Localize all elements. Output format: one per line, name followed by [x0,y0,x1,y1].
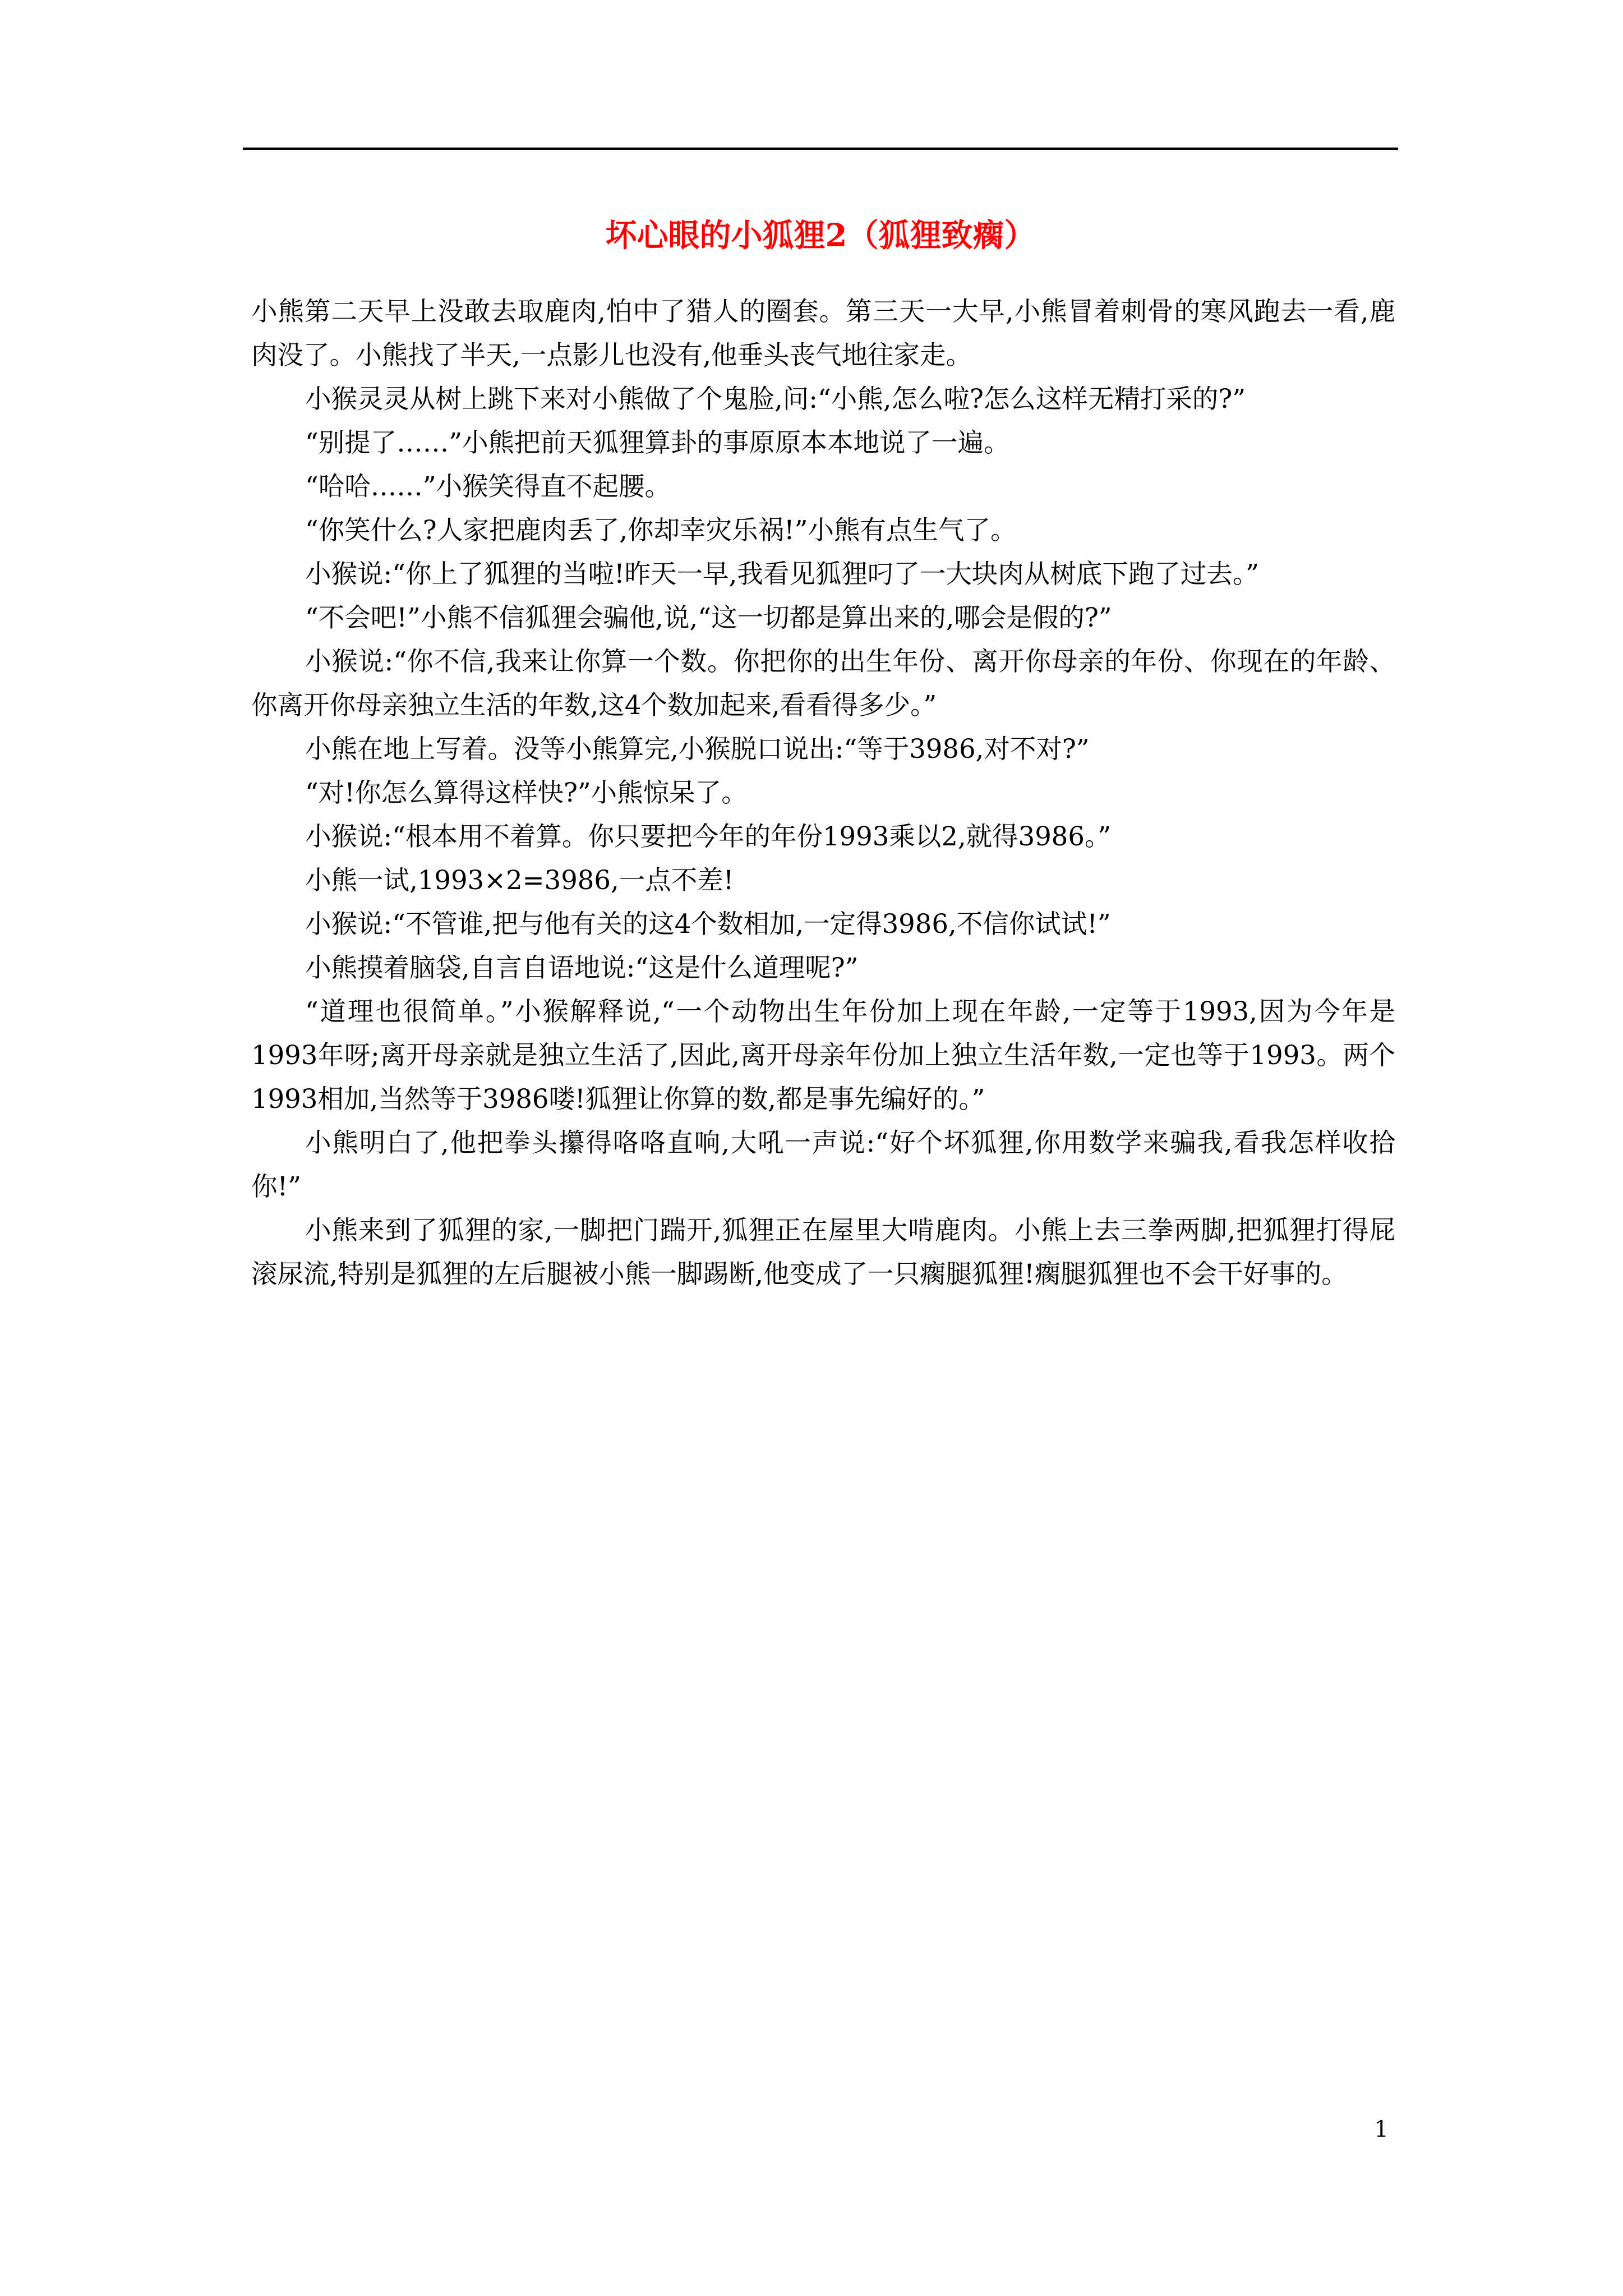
page-number: 1 [1374,2116,1389,2142]
paragraph: 小熊来到了狐狸的家,一脚把门踹开,狐狸正在屋里大啃鹿肉。小熊上去三拳两脚,把狐狸打得屁滚尿流,特别是狐狸的左后腿被小熊一脚踢断,他变成了一只瘸腿狐狸!瘸腿狐狸也不会干好事的。 [251,1215,1395,1289]
paragraph: 小熊摸着脑袋,自言自语地说:“这是什么道理呢?” [305,953,859,983]
paragraph: 小熊在地上写着。没等小熊算完,小猴脱口说出:“等于3986,对不对?” [305,734,1090,764]
paragraph: 小熊第二天早上没敢去取鹿肉,怕中了猎人的圈套。第三天一大早,小熊冒着刺骨的寒风跑去一看,鹿肉没了。小熊找了半天,一点影儿也没有,他垂头丧气地往家走。 [251,296,1395,370]
paragraph: 小猴灵灵从树上跳下来对小熊做了个鬼脸,问:“小熊,怎么啦?怎么这样无精打采的?” [305,384,1246,414]
paragraph: “道理也很简单。”小猴解释说,“一个动物出生年份加上现在年龄,一定等于1993,因为今年是1993年呀;离开母亲就是独立生活了,因此,离开母亲年份加上独立生活年数,一定也等于1993。两个1993相加,当然等于3986喽!狐狸让你算的数,都是事先编好的。” [251,996,1395,1114]
paragraph: “对!你怎么算得这样快?”小熊惊呆了。 [305,777,748,808]
paragraph: 小猴说:“你不信,我来让你算一个数。你把你的出生年份、离开你母亲的年份、你现在的年龄、你离开你母亲独立生活的年数,这4个数加起来,看看得多少。” [251,646,1395,720]
header-rule [243,148,1398,150]
paragraph: “你笑什么?人家把鹿肉丢了,你却幸灾乐祸!”小熊有点生气了。 [305,515,1017,545]
document-title: 坏心眼的小狐狸2（狐狸致瘸） [605,217,1036,254]
paragraph: “哈哈……”小猴笑得直不起腰。 [305,471,671,501]
paragraph: 小熊明白了,他把拳头攥得咯咯直响,大吼一声说:“好个坏狐狸,你用数学来骗我,看我怎样收拾你!” [251,1128,1395,1202]
paragraph: “别提了……”小熊把前天狐狸算卦的事原原本本地说了一遍。 [305,427,1010,458]
paragraph: 小猴说:“你上了狐狸的当啦!昨天一早,我看见狐狸叼了一大块肉从树底下跑了过去。” [305,559,1259,589]
paragraph: 小猴说:“根本用不着算。你只要把今年的年份1993乘以2,就得3986。” [305,821,1112,852]
document-body [251,289,1395,1296]
paragraph: “不会吧!”小熊不信狐狸会骗他,说,“这一切都是算出来的,哪会是假的?” [305,602,1112,633]
paragraph: 小猴说:“不管谁,把与他有关的这4个数相加,一定得3986,不信你试试!” [305,909,1111,939]
paragraph: 小熊一试,1993×2=3986,一点不差! [305,865,734,895]
